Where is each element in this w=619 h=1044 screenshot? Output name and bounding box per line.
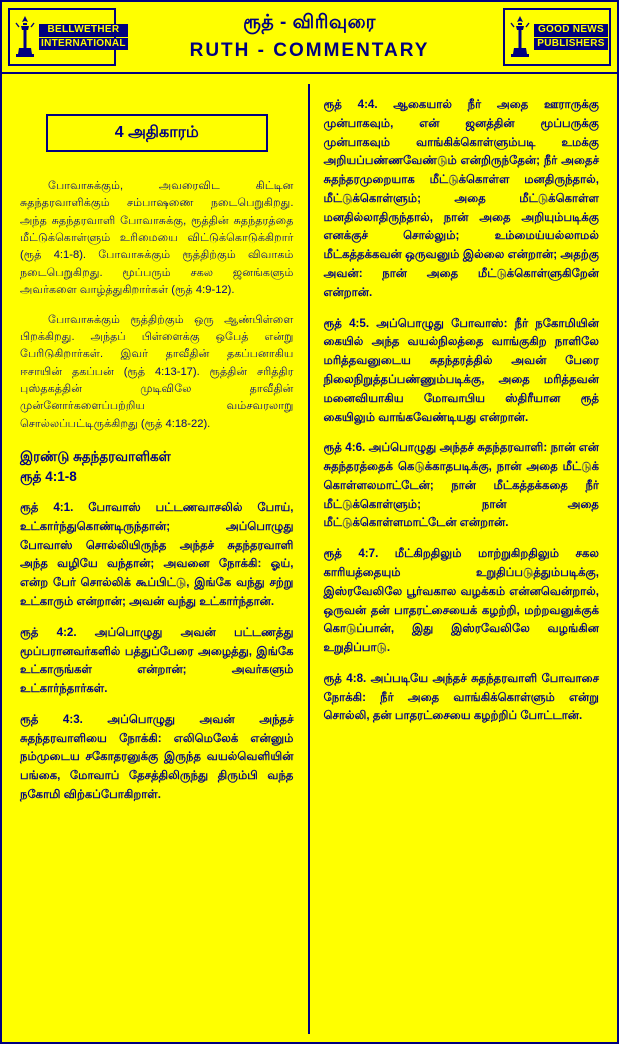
column-left [12, 84, 310, 1034]
publisher-logo-left-text [38, 23, 129, 51]
publisher-logo-left-line1: BELLWETHER [39, 24, 128, 37]
verse-paragraph: ரூத் 4:4. ஆகையால் நீர் அதை ஊராருக்கு முன்பாகவும், என் ஜனத்தின் மூப்பருக்கு முன்பாகவும் வாங்கிக்கொள்ளும்படி உமக்கு அறியப்பண்ணவேண்டும் என்றிருந்தேன்; நீர் அதைச் சுதந்தரமுறையாக மீட்டுக்கொள்ள மனதிருந்தால், மீட்டுக்கொள்ளும்; அதை மீட்டுக்கொள்ள மனதில்லாதிருந்தால், நான் அதை அறியும்படிக்கு எனக்குச் சொல்லும்; உம்மைய்யல்லாமல் மீட்கத்தக்கவன் ஒருவனும் இல்லை என்றான்; அதற்கு அவன்: நான் அதை மீட்டுக்கொள்ளுகிறேன் என்றான். [323, 98, 599, 299]
verse-paragraph: ரூத் 4:8. அப்படியே அந்தச் சுதந்தரவாளி போவாசை நோக்கி: நீர் அதை வாங்கிக்கொள்ளும் என்று சொல்லி, தன் பாதரட்சையை கழற்றிப் போட்டான். [323, 671, 599, 723]
verse-paragraph: ரூத் 4:3. அப்பொழுது அவன் அந்தச் சுதந்தரவாளியை நோக்கி: எலிமெலேக் என்னும் நம்முடைய சகோதரனுக்கு இருந்த வயல்வெளியின் பங்கை, மோவாப் தேசத்திலிருந்து திரும்பி வந்த நகோமி விற்கப்போகிறாள். [20, 712, 294, 801]
intro-paragraph: போவாசுக்கும் ரூத்திற்கும் ஒரு ஆண்பிள்ளை பிறக்கிறது. அந்தப் பிள்ளைக்கு ஒபேத் என்று பேரிடுகிறார்கள். இவர் தாவீதின் தகப்பனாகிய ஈசாயின் தகப்பன் (ரூத் 4:13-17). ரூத்தின் சரித்திர புஸ்தகத்தின் முடிவிலே தாவீதின் முன்னோர்களைப்பற்றிய வம்சவரலாறு சொல்லப்பட்டிருக்கிறது (ரூத் 4:18-22). [20, 313, 294, 430]
page-body [2, 74, 617, 1042]
title-tamil: ரூத் - விரிவுரை [243, 12, 376, 33]
publisher-logo-right [503, 8, 611, 66]
intro-paragraph: போவாசுக்கும், அவரைவிட கிட்டின சுதந்தரவாளிக்கும் சம்பாஷணை நடைபெறுகிறது. அந்த சுதந்தரவாளி போவாசுக்கு, ரூத்தின் சுதந்தரத்தை மீட்டுக்கொள்ளும் உரிமையை விட்டுக்கொடுக்கிறார் (ரூத் 4:1-8). போவாசுக்கும் ரூத்திற்கும் விவாகம் நடைபெறுகிறது. மூப்பரும் சகல ஜனங்களும் அவர்களை வாழ்த்துகிறார்கள் (ரூத் 4:9-12). [20, 180, 294, 297]
publisher-logo-left-line2: INTERNATIONAL [41, 37, 126, 49]
publisher-logo-right-line1: GOOD NEWS [534, 24, 608, 37]
verse-paragraph: ரூத் 4:1. போவாஸ் பட்டணவாசலில் போய், உட்கார்ந்துகொண்டிருந்தான்; அப்பொழுது போவாஸ் சொல்லியிருந்த அந்தச் சுதந்தரவாளி அந்த வழியே வந்தான்; அவனை நோக்கி: ஓய், என்ற பேர் சொல்லிக் கூப்பிட்டு, இங்கே வந்து சற்று உட்காரும் என்றான்; அவன் வந்து உட்கார்ந்தான். [20, 501, 294, 608]
page-title [122, 2, 497, 72]
section-reference: ரூத் 4:1-8 [20, 469, 77, 485]
section-heading: இரண்டு சுதந்தரவாளிகள் [20, 449, 171, 465]
verse-paragraph: ரூத் 4:2. அப்பொழுது அவன் பட்டணத்து மூப்பரானவர்களில் பத்துப்பேரை அழைத்து, இங்கே உட்காருங்கள் என்றான்; அவர்களும் உட்கார்ந்தார்கள். [20, 625, 294, 696]
column-right-spacer [324, 84, 600, 96]
verse-paragraph: ரூத் 4:6. அப்பொழுது அந்தச் சுதந்தரவாளி: நான் என் சுதந்தரத்தைக் கெடுக்காதபடிக்கு, நான் அதை மீட்டுக் கொள்ளலமாட்டேன்; நான் மீட்கத்தக்கதை நீர் மீட்டுக்கொள்ளும்; நான் அதை மீட்டுக்கொள்ளமாட்டேன் என்றான். [323, 441, 599, 530]
column-right [310, 84, 608, 1034]
torch-emblem-icon [507, 14, 533, 60]
title-english: RUTH - COMMENTARY [189, 40, 430, 61]
verse-paragraph: ரூத் 4:7. மீட்கிறதிலும் மாற்றுகிறதிலும் சகல காரியத்தையும் உறுதிப்படுத்தும்படிக்கு, இஸ்ரவேலிலே பூர்வகால வழக்கம் என்னவென்றால், ஒருவன் தன் பாதரட்சையைக் கழற்றி, மற்றவனுக்குக் கொடுப்பான், இது இஸ்ரவேலிலே வழங்கின உறுதிப்பாடு. [323, 547, 599, 655]
publisher-logo-right-line2: PUBLISHERS [534, 38, 608, 51]
torch-emblem-icon [12, 14, 38, 60]
page-header [2, 2, 617, 74]
publisher-logo-left [8, 8, 126, 66]
chapter-heading: 4 அதிகாரம் [46, 114, 268, 152]
verse-paragraph: ரூத் 4:5. அப்பொழுது போவாஸ்: நீர் நகோமியின் கையில் அந்த வயல்நிலத்தை வாங்குகிற நாளிலே மரித்தவனுடைய சுதந்தரத்தில் அவன் பேரை நிலைநிறுத்தப்பண்ணும்படிக்கு, அதை மரித்தவன் மனைவியாகிய மோவாபிய ஸ்திரீயான ரூத் கையிலும் வாங்கவேண்டியது என்றான். [323, 316, 599, 424]
publisher-logo-right-text [533, 23, 609, 51]
